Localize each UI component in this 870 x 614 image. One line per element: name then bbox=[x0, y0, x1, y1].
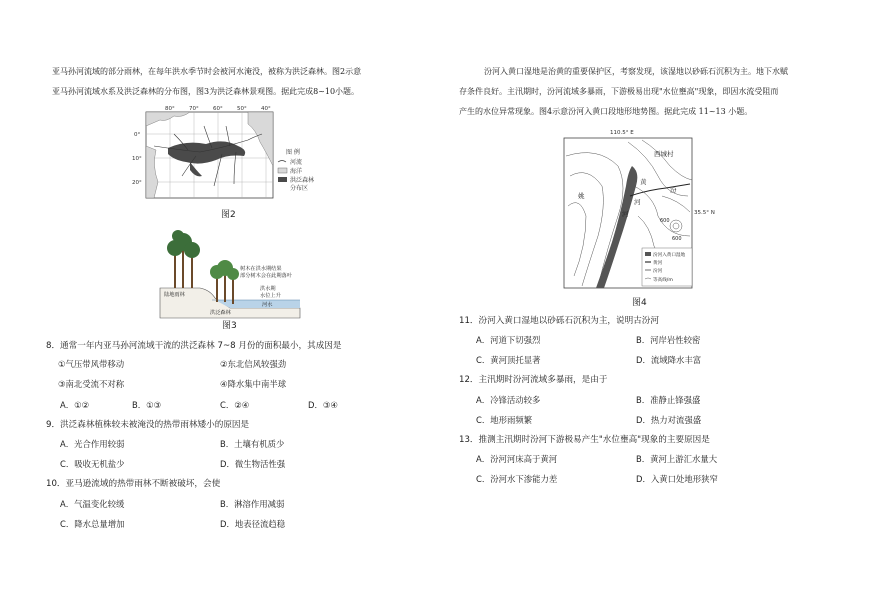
q12-option-d[interactable]: D．热力对流强盛 bbox=[636, 415, 702, 425]
q10-option-c[interactable]: C．降水总量增加 bbox=[60, 519, 125, 529]
fig3-label: 部分树木会在此期落叶 bbox=[240, 273, 292, 279]
q8-statement-4: ④降水集中南半球 bbox=[220, 379, 287, 389]
intro-line-2: 亚马孙河流域水系及洪泛森林的分布图，图3为洪泛森林景观图。据此完成8~10小题。 bbox=[52, 87, 360, 96]
q8-choice-b[interactable]: B．①③ bbox=[132, 400, 162, 410]
q10-option-d[interactable]: D．地表径流趋稳 bbox=[220, 519, 286, 529]
fig4-place: 姚 bbox=[578, 192, 585, 200]
lon-tick: 60° bbox=[213, 106, 223, 112]
fig4-place: 西城村 bbox=[654, 150, 674, 158]
question-9-stem: 9．洪泛森林植株较未被淹没的热带雨林矮小的原因是 bbox=[46, 420, 250, 430]
figure-2-map bbox=[130, 106, 330, 205]
fig4-place: 河 bbox=[634, 198, 641, 206]
q8-statement-2: ②东北信风较强劲 bbox=[220, 359, 287, 369]
fig3-label: 洪泛森林 bbox=[210, 310, 231, 316]
fig4-legend: 黄河 bbox=[653, 261, 663, 266]
lon-tick: 50° bbox=[237, 106, 247, 112]
fig3-label: 陆地雨林 bbox=[164, 292, 185, 298]
figure-3-landscape bbox=[160, 228, 310, 322]
fig4-contour-label: 600 bbox=[672, 236, 682, 242]
fig4-place: 黄 bbox=[640, 178, 647, 186]
legend-river: 河流 bbox=[290, 159, 303, 166]
lat-tick: 20° bbox=[132, 180, 142, 186]
fig3-label: 树木在洪水期结果 bbox=[240, 266, 282, 272]
q12-option-c[interactable]: C．地形雨频繁 bbox=[476, 415, 533, 425]
question-12-stem: 12．主汛期时汾河流域多暴雨，是由于 bbox=[459, 375, 608, 385]
q13-option-a[interactable]: A．汾河河床高于黄河 bbox=[476, 454, 558, 464]
q9-option-c[interactable]: C．吸收无机盐少 bbox=[60, 459, 125, 469]
legend-forest: 洪泛森林 bbox=[290, 177, 315, 184]
q9-option-b[interactable]: B．土壤有机质少 bbox=[220, 439, 285, 449]
q11-option-b[interactable]: B．河岸岩性较密 bbox=[636, 335, 701, 345]
q13-option-c[interactable]: C．汾河水下渗能力差 bbox=[476, 474, 558, 484]
q10-option-b[interactable]: B．淋溶作用减弱 bbox=[220, 499, 285, 509]
lat-tick: 10° bbox=[132, 156, 142, 162]
fig3-label: 洪水期 bbox=[260, 286, 276, 292]
legend-title: 图 例 bbox=[286, 149, 300, 156]
question-13-stem: 13．推测主汛期时汾河下游极易产生"水位壅高"现象的主要原因是 bbox=[459, 435, 710, 445]
legend-forest-2: 分布区 bbox=[290, 185, 309, 192]
q13-option-b[interactable]: B．黄河上游汇水量大 bbox=[636, 454, 718, 464]
q8-statement-1: ①气压带风带移动 bbox=[58, 359, 125, 369]
legend-sea: 海洋 bbox=[290, 168, 303, 175]
figure-2-caption: 图2 bbox=[221, 210, 236, 220]
q13-option-d[interactable]: D．入黄口处地形狭窄 bbox=[636, 474, 718, 484]
fig4-lon: 110.5° E bbox=[610, 130, 634, 136]
q8-choice-c[interactable]: C．②④ bbox=[220, 400, 250, 410]
q8-statement-3: ③南北受流不对称 bbox=[58, 379, 125, 389]
figure-3-caption: 图3 bbox=[222, 321, 237, 331]
right-intro-line-3: 产生的水位异常现象。图4示意汾河入黄口段地形地势图。据此完成 11~13 小题。 bbox=[459, 107, 753, 116]
question-10-stem: 10．亚马逊流域的热带雨林不断被破坏，会使 bbox=[46, 479, 221, 489]
q11-option-d[interactable]: D．流域降水丰富 bbox=[636, 355, 702, 365]
lat-tick: 0° bbox=[134, 132, 141, 138]
intro-line-1: 亚马孙河流域的部分雨林，在每年洪水季节时会被河水淹没，被称为洪泛森林。图2示意 bbox=[52, 67, 362, 76]
q9-option-d[interactable]: D．微生物活性强 bbox=[220, 459, 286, 469]
fig4-legend: 等高线/m bbox=[653, 278, 673, 283]
q9-option-a[interactable]: A．光合作用较弱 bbox=[60, 439, 125, 449]
fig4-place: 汾 bbox=[670, 186, 677, 194]
fig4-lat: 35.5° N bbox=[694, 210, 715, 216]
right-intro-line-1: 汾河入黄口湿地是治黄的重要保护区，考察发现，该湿地以砂砾石沉积为主。地下水赋 bbox=[484, 67, 788, 76]
lon-tick: 70° bbox=[189, 106, 199, 112]
fig4-legend: 汾河 bbox=[653, 269, 663, 274]
figure-4-caption: 图4 bbox=[632, 298, 647, 308]
lon-tick: 40° bbox=[261, 106, 271, 112]
q8-choice-d[interactable]: D．③④ bbox=[308, 400, 338, 410]
right-intro-line-2: 存条件良好。主汛期时，汾河流域多暴雨，下游极易出现"水位壅高"现象，即因水流受阻而 bbox=[459, 87, 779, 96]
q12-option-b[interactable]: B．准静止锋强盛 bbox=[636, 395, 701, 405]
figure-4-topo-map bbox=[558, 126, 715, 300]
fig4-contour-label: 600 bbox=[660, 218, 670, 224]
q10-option-a[interactable]: A．气温变化较缓 bbox=[60, 499, 125, 509]
q11-option-a[interactable]: A．河道下切强烈 bbox=[476, 335, 541, 345]
q12-option-a[interactable]: A．冷锋活动较多 bbox=[476, 395, 541, 405]
fig4-place: 河 bbox=[622, 210, 629, 218]
fig3-label: 水位上升 bbox=[260, 293, 281, 299]
fig3-label: 河水 bbox=[262, 302, 273, 308]
question-11-stem: 11．汾河入黄口湿地以砂砾石沉积为主，说明古汾河 bbox=[459, 316, 659, 326]
q11-option-c[interactable]: C．黄河顶托显著 bbox=[476, 355, 541, 365]
question-8-stem: 8．通常一年内亚马孙河流域干流的洪泛森林 7~8 月份的面积最小，其成因是 bbox=[46, 341, 342, 351]
fig4-legend: 汾河入黄口湿地 bbox=[653, 253, 686, 258]
q8-choice-a[interactable]: A．①② bbox=[60, 400, 90, 410]
lon-tick: 80° bbox=[165, 106, 175, 112]
